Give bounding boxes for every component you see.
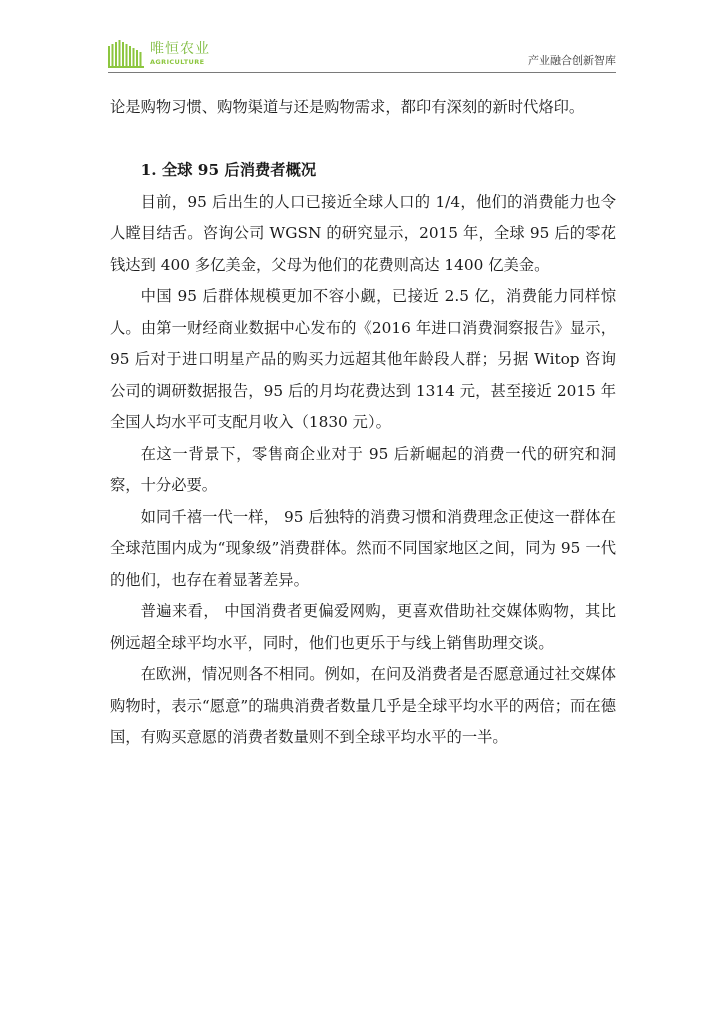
page-header (108, 40, 616, 70)
document-body (110, 92, 616, 754)
building-logo-icon (108, 40, 146, 68)
body-paragraph: 如同千禧一代一样， 95 后独特的消费习惯和消费理念正使这一群体在全球范围内成为“现象级”消费群体。然而不同国家地区之间，同为 95 一代的他们，也存在着显著差异。 (110, 507, 616, 589)
continuation-paragraph: 论是购物习惯、购物渠道与还是购物需求，都印有深刻的新时代烙印。 (110, 98, 585, 116)
company-logo (108, 40, 210, 68)
body-paragraph: 在欧洲，情况则各不相同。例如，在问及消费者是否愿意通过社交媒体购物时，表示“愿意”的瑞典消费者数量几乎是全球平均水平的两倍；而在德国，有购买意愿的消费者数量则不到全球平均水平的一半。 (110, 665, 616, 746)
body-paragraph: 中国 95 后群体规模更加不容小觑，已接近 2.5 亿，消费能力同样惊人。由第一财经商业数据中心发布的《2016 年进口消费洞察报告》显示，95 后对于进口明星产品的购买力远超其他年龄段人群；另据 Witop 咨询公司的调研数据报告，95 后的月均花费达到 1314 元，甚至接近 2015 年全国人均水平可支配月收入（1830 元）。 (110, 287, 616, 431)
body-paragraph: 目前，95 后出生的人口已接近全球人口的 1/4，他们的消费能力也令人瞠目结舌。咨询公司 WGSN 的研究显示，2015 年，全球 95 后的零花钱达到 400 多亿美金，父母为他们的花费则高达 1400 亿美金。 (110, 192, 616, 274)
section-heading: 1. 全球 95 后消费者概况 (140, 161, 317, 179)
logo-chinese-text: 唯恒农业 (150, 41, 210, 57)
body-paragraph: 在这一背景下，零售商企业对于 95 后新崛起的消费一代的研究和洞察，十分必要。 (110, 444, 616, 494)
body-paragraph: 普遍来看， 中国消费者更偏爱网购，更喜欢借助社交媒体购物，其比例远超全球平均水平，同时，他们也更乐于与线上销售助理交谈。 (110, 602, 616, 652)
header-divider (108, 72, 616, 73)
logo-english-text: AGRICULTURE (150, 58, 205, 66)
header-title: 产业融合创新智库 (528, 54, 616, 67)
